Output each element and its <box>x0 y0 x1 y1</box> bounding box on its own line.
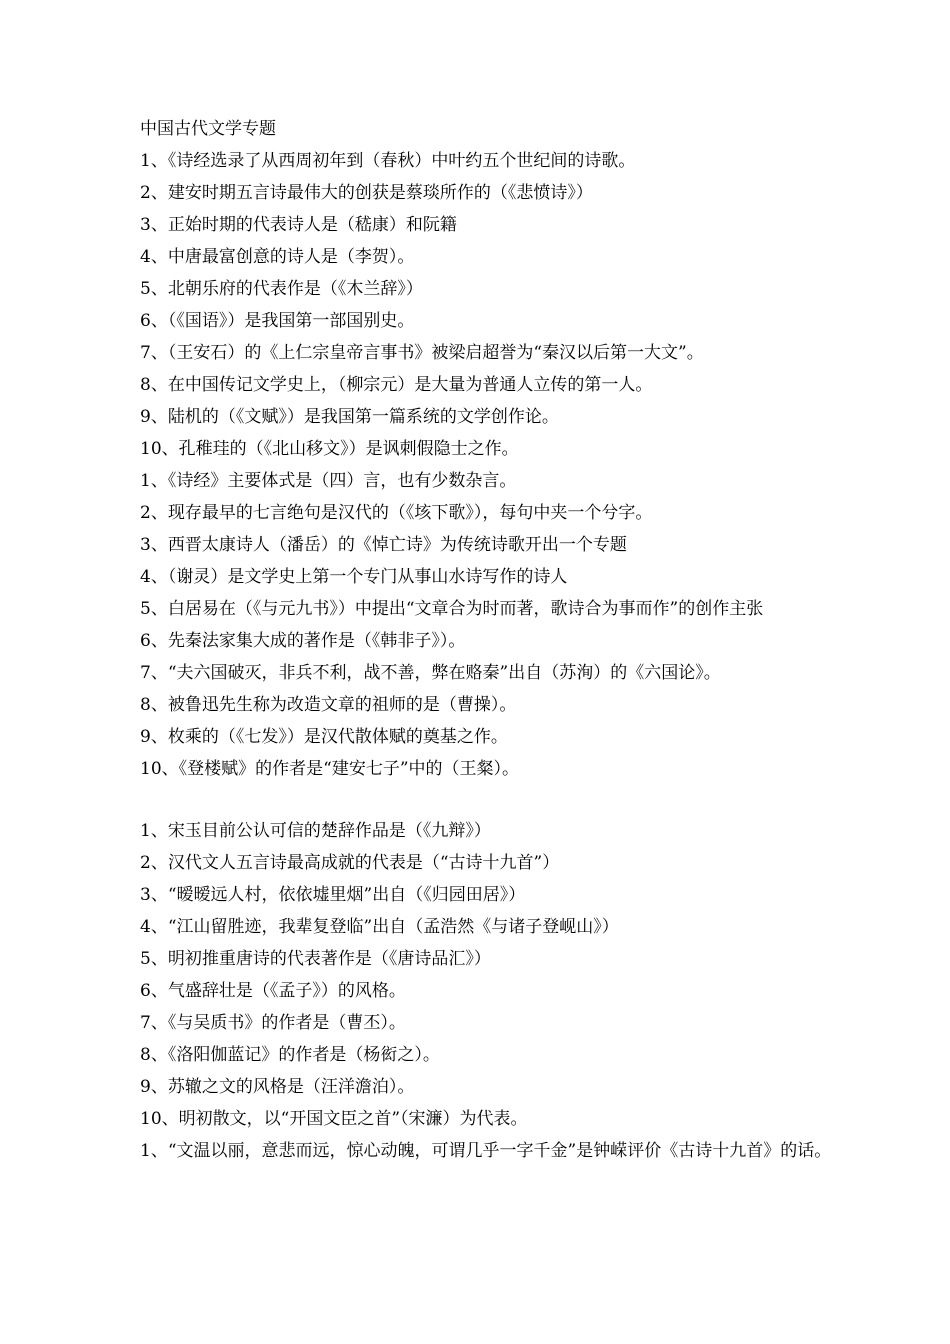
question-line: 3、正始时期的代表诗人是（嵇康）和阮籍 <box>140 215 457 235</box>
question-line: 3、西晋太康诗人（潘岳）的《悼亡诗》为传统诗歌开出一个专题 <box>140 535 627 555</box>
question-line: 5、北朝乐府的代表作是（《木兰辞》） <box>140 279 423 299</box>
question-line: 5、明初推重唐诗的代表著作是（《唐诗品汇》） <box>140 949 491 969</box>
question-line: 7、《与吴质书》的作者是（曹丕）。 <box>140 1013 406 1033</box>
question-line: 2、现存最早的七言绝句是汉代的（《垓下歌》），每句中夹一个兮字。 <box>140 503 653 523</box>
question-group-1 <box>140 145 860 785</box>
question-line: 1、“文温以丽，意悲而远，惊心动魄，可谓几乎一字千金”是钟嵘评价《古诗十九首》的话。 <box>140 1141 832 1161</box>
question-line: 6、先秦法家集大成的著作是（《韩非子》）。 <box>140 631 466 651</box>
question-line: 9、陆机的（《文赋》）是我国第一篇系统的文学创作论。 <box>140 407 559 427</box>
question-line: 2、建安时期五言诗最伟大的创获是蔡琰所作的（《悲愤诗》） <box>140 183 593 203</box>
question-line: 5、白居易在（《与元九书》）中提出“文章合为时而著，歌诗合为事而作”的创作主张 <box>140 599 764 619</box>
question-line: 2、汉代文人五言诗最高成就的代表是（“古诗十九首”） <box>140 853 560 873</box>
question-line: 8、在中国传记文学史上，（柳宗元）是大量为普通人立传的第一人。 <box>140 375 653 395</box>
question-line: 4、“江山留胜迹，我辈复登临”出自（孟浩然《与诸子登岘山》） <box>140 917 619 937</box>
question-line: 10、明初散文，以“开国文臣之首”（宋濂）为代表。 <box>140 1109 528 1129</box>
question-group-2 <box>140 815 860 1167</box>
question-line: 10、《登楼赋》的作者是“建安七子”中的（王粲）。 <box>140 759 520 779</box>
question-line: 8、《洛阳伽蓝记》的作者是（杨衒之）。 <box>140 1045 440 1065</box>
question-line: 9、苏辙之文的风格是（汪洋澹泊）。 <box>140 1077 415 1097</box>
question-line: 6、气盛辞壮是（《孟子》）的风格。 <box>140 981 406 1001</box>
section-gap <box>140 785 860 815</box>
question-line: 9、枚乘的（《七发》）是汉代散体赋的奠基之作。 <box>140 727 508 747</box>
question-line: 1、宋玉目前公认可信的楚辞作品是（《九辩》） <box>140 821 491 841</box>
question-line: 1、《诗经选录了从西周初年到（春秋）中叶约五个世纪间的诗歌。 <box>140 151 636 171</box>
question-line: 1、《诗经》主要体式是（四）言，也有少数杂言。 <box>140 471 517 491</box>
question-line: 7、“夫六国破灭，非兵不利，战不善，弊在赂秦”出自（苏洵）的《六国论》。 <box>140 663 721 683</box>
question-line: 6、（《国语》）是我国第一部国别史。 <box>140 311 415 331</box>
question-line: 7、（王安石）的《上仁宗皇帝言事书》被梁启超誉为“秦汉以后第一大文”。 <box>140 343 704 363</box>
document-title: 中国古代文学专题 <box>140 119 276 139</box>
question-line: 8、被鲁迅先生称为改造文章的祖师的是（曹操）。 <box>140 695 517 715</box>
question-line: 4、中唐最富创意的诗人是（李贺）。 <box>140 247 415 267</box>
question-line: 4、（谢灵）是文学史上第一个专门从事山水诗写作的诗人 <box>140 567 568 587</box>
question-line: 3、“暧暧远人村，依依墟里烟”出自（《归园田居》） <box>140 885 526 905</box>
question-line: 10、孔稚珪的（《北山移文》）是讽刺假隐士之作。 <box>140 439 519 459</box>
document-page <box>140 113 860 1167</box>
